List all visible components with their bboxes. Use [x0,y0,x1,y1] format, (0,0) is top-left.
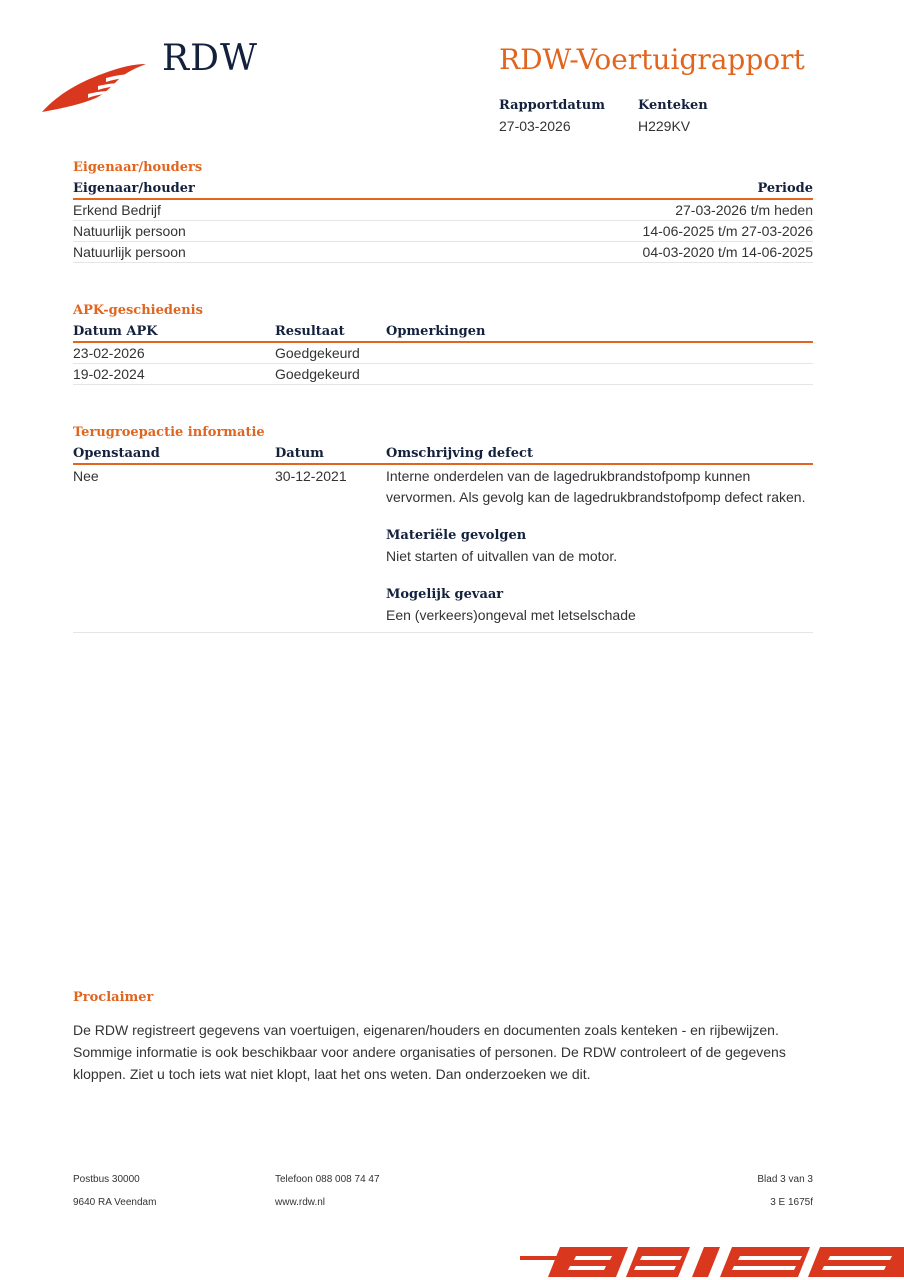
brand-name: RDW [162,38,258,79]
footer-page-number: Blad 3 van 3 [757,1174,813,1185]
recall-table-header [73,443,813,465]
proclaimer-line-1: De RDW registreert gegevens van voertuigen, eigenaren/houders en documenten zoals kenteken - en rijbewijzen. [73,1022,779,1038]
owners-title: Eigenaar/houders [73,160,203,175]
footer-city: 9640 RA Veendam [73,1197,157,1208]
proclaimer-line-2: Sommige informatie is ook beschikbaar voor andere organisaties of personen. De RDW controleert of de gegevens [73,1044,786,1060]
col-apk-date: Datum APK [73,323,158,339]
footer-postbus: Postbus 30000 [73,1174,140,1185]
plate-block [638,98,708,134]
owners-section [73,160,813,263]
plate-label: Kenteken [638,98,708,113]
col-defect-desc: Omschrijving defect [386,445,533,461]
report-title: RDW-Voertuigrapport [499,43,805,76]
proclaimer-title: Proclaimer [73,990,154,1005]
table-row [73,221,813,242]
apk-table-header [73,321,813,343]
footer-phone: Telefoon 088 008 74 47 [275,1174,380,1185]
apk-result-cell: Goedgekeurd [275,345,360,361]
owner-cell: Natuurlijk persoon [73,244,186,260]
col-period: Periode [757,180,813,196]
table-row [73,364,813,385]
owner-cell: Erkend Bedrijf [73,202,161,218]
period-cell: 04-03-2020 t/m 14-06-2025 [642,244,813,260]
table-row [73,465,813,633]
col-result: Resultaat [275,323,345,339]
apk-date-cell: 19-02-2024 [73,366,145,382]
defect-line-1: Interne onderdelen van de lagedrukbrandstofpomp kunnen [386,468,751,484]
apk-result-cell: Goedgekeurd [275,366,360,382]
footer-stripes-icon [520,1244,904,1280]
apk-date-cell: 23-02-2026 [73,345,145,361]
proclaimer-line-3: kloppen. Ziet u toch iets wat niet klopt, laat het ons weten. Dan onderzoeken we dit. [73,1066,591,1082]
owner-cell: Natuurlijk persoon [73,223,186,239]
open-cell: Nee [73,468,99,484]
rdw-logo [40,40,260,120]
report-date-label: Rapportdatum [499,98,605,113]
apk-section [73,303,813,385]
report-date-block [499,98,605,134]
table-row [73,343,813,364]
apk-title: APK-geschiedenis [73,303,203,318]
rdw-logo-icon [40,58,150,114]
defect-line-2: vervormen. Als gevolg kan de lagedrukbrandstofpomp defect raken. [386,489,806,505]
material-consequences-text: Niet starten of uitvallen van de motor. [386,548,618,564]
proclaimer-text [73,1019,813,1085]
col-recall-date: Datum [275,445,324,461]
col-owner: Eigenaar/houder [73,180,195,196]
recall-date-cell: 30-12-2021 [275,468,347,484]
plate-value: H229KV [638,118,691,134]
period-cell: 14-06-2025 t/m 27-03-2026 [642,223,813,239]
col-remarks: Opmerkingen [386,323,486,339]
possible-danger-title: Mogelijk gevaar [386,587,504,602]
table-row [73,242,813,263]
recall-section [73,425,813,633]
period-cell: 27-03-2026 t/m heden [675,202,813,218]
material-consequences-title: Materiële gevolgen [386,528,527,543]
footer-website: www.rdw.nl [275,1197,326,1208]
recall-title: Terugroepactie informatie [73,425,265,440]
footer-code: 3 E 1675f [770,1197,813,1208]
table-row [73,200,813,221]
defect-description [386,465,813,632]
possible-danger-text: Een (verkeers)ongeval met letselschade [386,607,636,623]
col-open: Openstaand [73,445,160,461]
report-date-value: 27-03-2026 [499,118,571,134]
proclaimer-section [73,990,813,1085]
owners-table-header [73,178,813,200]
